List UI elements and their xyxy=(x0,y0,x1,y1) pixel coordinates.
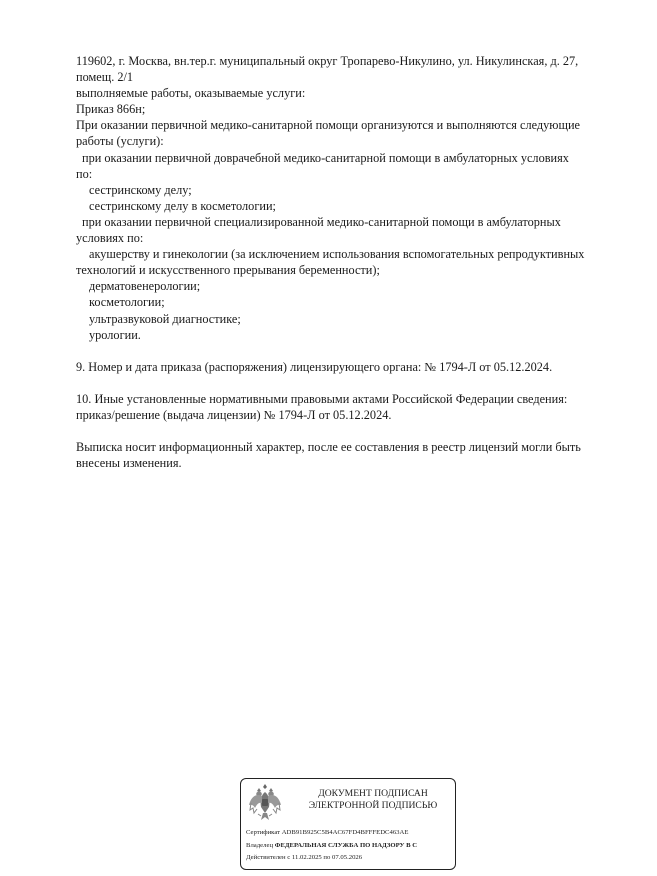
service-item: сестринскому делу в косметологии; xyxy=(89,198,276,213)
license-extract-page xyxy=(76,53,636,471)
section-10: 10. Иные установленные нормативными правовыми актами Российской Федерации сведения: xyxy=(76,391,568,406)
stamp-title xyxy=(293,788,453,811)
service-item: урологии. xyxy=(89,327,141,342)
service-item: технологий и искусственного прерывания беременности); xyxy=(76,263,380,278)
stamp-title-line: ЭЛЕКТРОННОЙ ПОДПИСЬЮ xyxy=(308,799,438,811)
service-item: акушерству и гинекологии (за исключением использования вспомогательных репродуктивных xyxy=(89,247,585,262)
owner-value: ФЕДЕРАЛЬНАЯ СЛУЖБА ПО НАДЗОРУ В С xyxy=(274,841,418,849)
stamp-details xyxy=(246,827,456,865)
prevrach-heading: при оказании первичной доврачебной медико-санитарной помощи в амбулаторных условиях xyxy=(82,150,569,165)
spacer xyxy=(76,375,636,391)
address-line: 119602, г. Москва, вн.тер.г. муниципальный округ Тропарево-Никулино, ул. Никулинская, д. 27, xyxy=(76,54,579,68)
address-line: помещ. 2/1 xyxy=(76,70,134,85)
service-item: косметологии; xyxy=(89,295,165,310)
specialized-heading: при оказании первичной специализированной медико-санитарной помощи в амбулаторных xyxy=(82,214,561,229)
validity-row: Действителен с 11.02.2025 по 07.05.2026 xyxy=(246,854,363,862)
section-10: приказ/решение (выдача лицензии) № 1794-Л от 05.12.2024. xyxy=(76,408,392,423)
services-intro: работы (услуги): xyxy=(76,134,164,149)
service-item: ультразвуковой диагностике; xyxy=(89,311,241,326)
owner-row xyxy=(246,840,456,853)
service-item: дерматовенерологии; xyxy=(89,279,201,294)
disclaimer-note: внесены изменения. xyxy=(76,456,182,471)
certificate-row xyxy=(246,827,456,840)
spacer xyxy=(76,343,636,359)
prevrach-heading: по: xyxy=(76,166,93,181)
order-reference: Приказ 866н; xyxy=(76,102,146,117)
services-intro: При оказании первичной медико-санитарной помощи организуются и выполняются следующие xyxy=(76,118,580,133)
specialized-heading: условиях по: xyxy=(76,231,144,246)
disclaimer-note: Выписка носит информационный характер, после ее составления в реестр лицензий могли быть xyxy=(76,440,581,455)
stamp-title-line: ДОКУМЕНТ ПОДПИСАН xyxy=(318,788,428,799)
spacer xyxy=(76,423,636,439)
section-9: 9. Номер и дата приказа (распоряжения) лицензирующего органа: № 1794-Л от 05.12.2024. xyxy=(76,359,553,374)
certificate-label: Сертификат xyxy=(246,829,281,836)
electronic-signature-stamp xyxy=(240,778,456,870)
service-item: сестринскому делу; xyxy=(89,182,192,197)
owner-label: Владелец xyxy=(246,841,274,849)
russian-coat-of-arms-icon xyxy=(248,783,282,823)
works-label: выполняемые работы, оказываемые услуги: xyxy=(76,86,306,101)
certificate-value: ADB91B925C5B4AC67FD4BFFFEDC463AE xyxy=(281,829,409,836)
